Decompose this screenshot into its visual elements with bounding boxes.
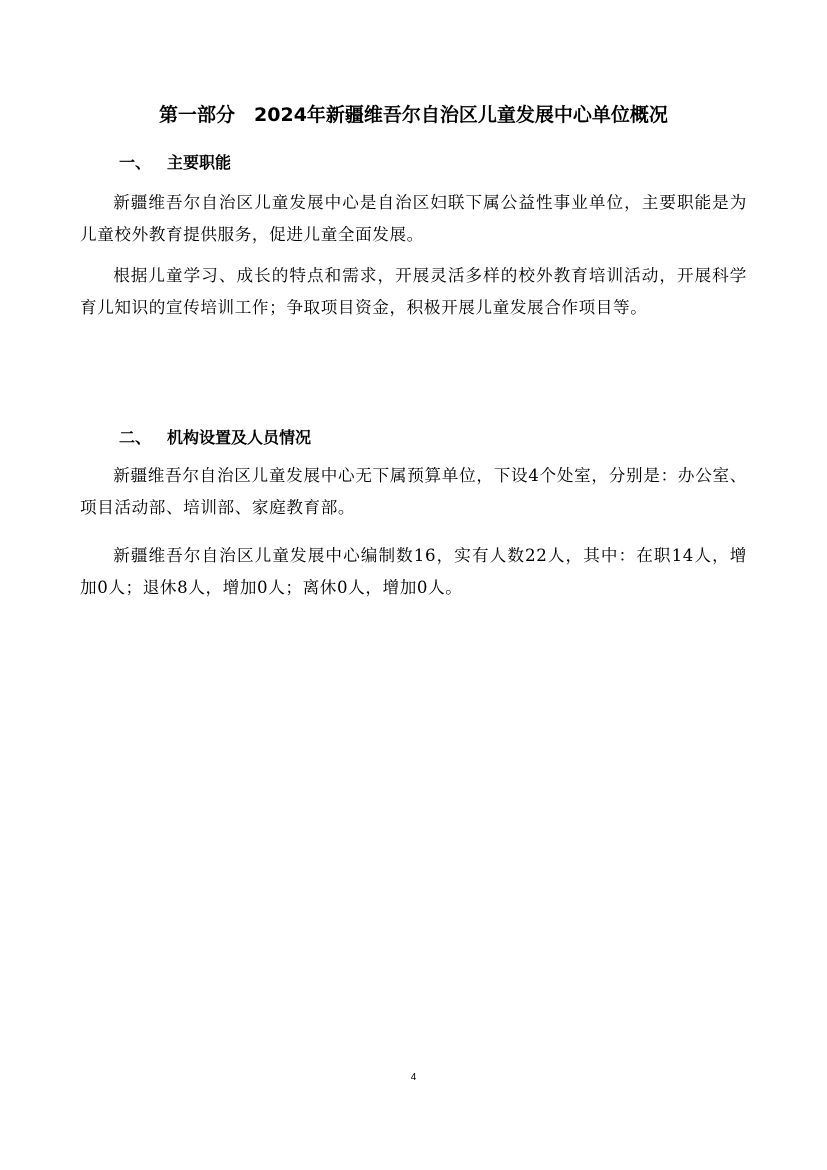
section-title: 主要职能 [167, 153, 232, 172]
paragraph-organization-1: 新疆维吾尔自治区儿童发展中心无下属预算单位，下设4个处室，分别是：办公室、项目活动部、培训部、家庭教育部。 [80, 466, 747, 517]
section-number: 一、 [119, 153, 152, 172]
section-number: 二、 [119, 428, 152, 447]
page-title: 第一部分 2024年新疆维吾尔自治区儿童发展中心单位概况 [159, 104, 668, 126]
paragraph-functions-2: 根据儿童学习、成长的特点和需求，开展灵活多样的校外教育培训活动，开展科学育儿知识的宣传培训工作；争取项目资金，积极开展儿童发展合作项目等。 [80, 266, 747, 317]
paragraph-staffing: 新疆维吾尔自治区儿童发展中心编制数16，实有人数22人，其中：在职14人，增加0人；退休8人，增加0人；离休0人，增加0人。 [80, 546, 747, 597]
section-heading-organization [119, 425, 311, 451]
section-heading-main-functions [119, 150, 231, 176]
page-number: 4 [410, 1072, 417, 1083]
section-title: 机构设置及人员情况 [167, 428, 312, 447]
paragraph-functions-1: 新疆维吾尔自治区儿童发展中心是自治区妇联下属公益性事业单位，主要职能是为儿童校外教育提供服务，促进儿童全面发展。 [80, 193, 747, 244]
